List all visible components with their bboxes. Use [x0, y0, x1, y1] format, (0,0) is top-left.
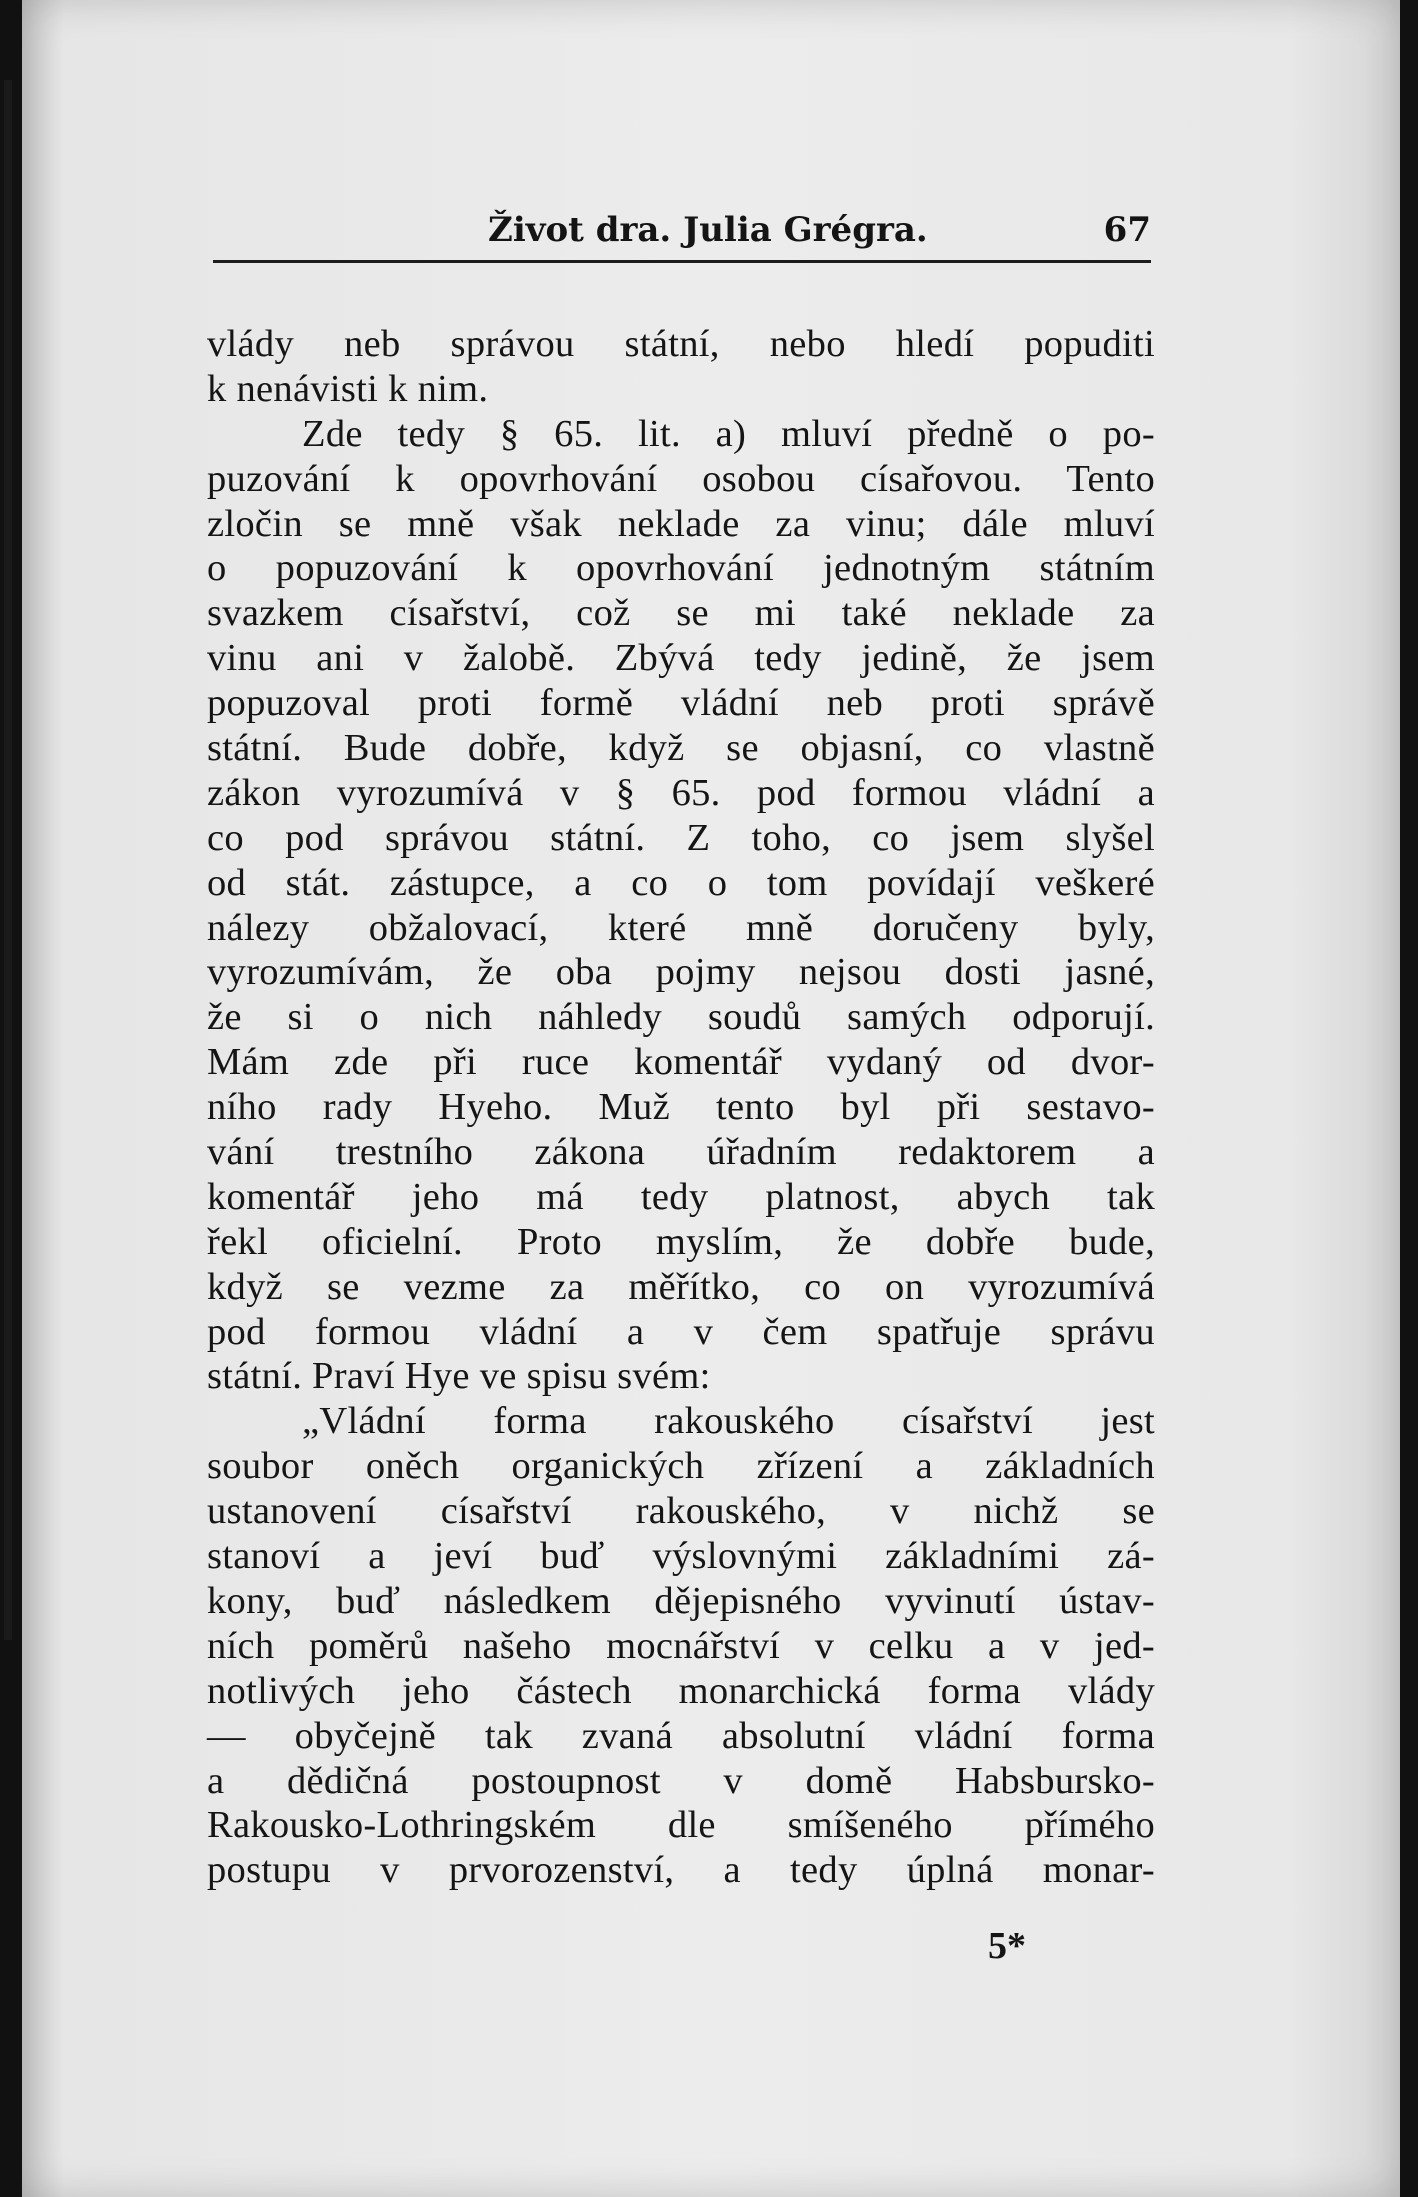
text-line: pod formou vládní a v čem spatřuje správu	[207, 1310, 1155, 1353]
text-line: Rakousko-Lothringském dle smíšeného přímého	[207, 1804, 1155, 1847]
text-line: zákon vyrozumívá v § 65. pod formou vládní a	[207, 771, 1155, 814]
text-line: když se vezme za měřítko, co on vyrozumívá	[207, 1265, 1155, 1308]
text-line: vlády neb správou státní, nebo hledí popuditi	[207, 323, 1155, 365]
text-line: ních poměrů našeho mocnářství v celku a v jed-	[207, 1624, 1155, 1667]
text-line: vinu ani v žalobě. Zbývá tedy jedině, že jsem	[207, 637, 1155, 680]
text-line: zločin se mně však neklade za vinu; dále mluví	[207, 502, 1155, 545]
text-line: komentář jeho má tedy platnost, abych tak	[207, 1175, 1155, 1218]
text-line: že si o nich náhledy soudů samých odporují.	[207, 996, 1155, 1039]
text-line: od stát. zástupce, a co o tom povídají veškeré	[207, 861, 1155, 904]
text-line: vání trestního zákona úřadním redaktorem a	[207, 1131, 1155, 1174]
text-line: ního rady Hyeho. Muž tento byl při sestavo-	[207, 1086, 1155, 1129]
body-text	[207, 322, 1155, 1893]
text-line: co pod správou státní. Z toho, co jsem slyšel	[207, 816, 1155, 859]
text-line: nálezy obžalovací, které mně doručeny byly,	[207, 906, 1155, 949]
text-line: notlivých jeho částech monarchická forma vlády	[207, 1669, 1155, 1712]
text-line: a dědičná postoupnost v domě Habsbursko-	[207, 1759, 1155, 1802]
text-line: ustanovení císařství rakouského, v nichž se	[207, 1490, 1155, 1533]
text-line: k nenávisti k nim.	[207, 367, 489, 410]
text-line: postupu v prvorozenství, a tedy úplná monar-	[207, 1849, 1155, 1892]
running-title: Život dra. Julia Grégra.	[488, 210, 928, 250]
text-line: Mám zde při ruce komentář vydaný od dvor-	[207, 1041, 1155, 1084]
text-line: „Vládní forma rakouského císařství jest	[302, 1400, 1155, 1443]
text-line: popuzoval proti formě vládní neb proti správě	[207, 682, 1155, 725]
text-line: Zde tedy § 65. lit. a) mluví předně o po-	[302, 412, 1155, 455]
text-line: kony, buď následkem dějepisného vyvinutí ústav-	[207, 1579, 1155, 1622]
text-line: — obyčejně tak zvaná absolutní vládní forma	[207, 1714, 1155, 1757]
page-header	[213, 208, 1151, 263]
text-line: stanoví a jeví buď výslovnými základními zá-	[207, 1535, 1155, 1578]
text-line: státní. Bude dobře, když se objasní, co vlastně	[207, 727, 1155, 770]
text-line: svazkem císařství, což se mi také neklade za	[207, 592, 1155, 635]
signature-mark: 5*	[988, 1925, 1026, 1967]
page-number: 67	[1103, 210, 1151, 250]
text-line: puzování k opovrhování osobou císařovou. Tento	[207, 457, 1155, 500]
text-line: vyrozumívám, že oba pojmy nejsou dosti jasné,	[207, 951, 1155, 994]
text-line: řekl oficielní. Proto myslím, že dobře bude,	[207, 1220, 1155, 1263]
text-line: o popuzování k opovrhování jednotným státním	[207, 547, 1155, 590]
text-line: soubor oněch organických zřízení a základních	[207, 1445, 1155, 1488]
binding-edge-mark	[4, 80, 12, 1640]
text-line: státní. Praví Hye ve spisu svém:	[207, 1355, 711, 1398]
